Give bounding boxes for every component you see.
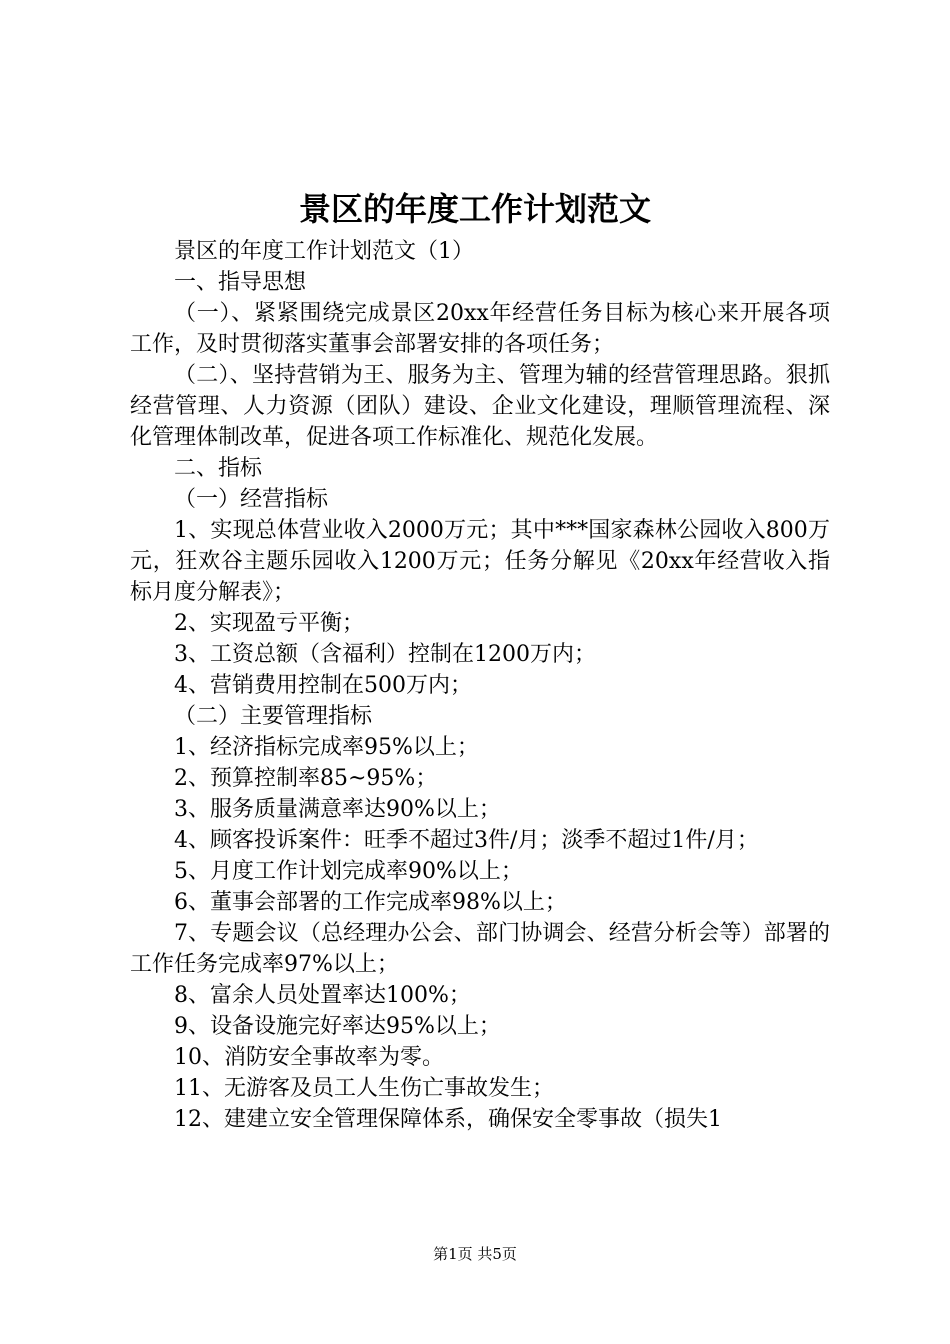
list-item: 2、实现盈亏平衡； bbox=[174, 611, 364, 636]
list-item: 1、经济指标完成率95%以上； bbox=[174, 735, 479, 760]
list-item: 8、富余人员处置率达100%； bbox=[174, 983, 471, 1008]
list-item: 11、无游客及员工人生伤亡事故发生； bbox=[174, 1076, 554, 1101]
list-item: 6、董事会部署的工作完成率98%以上； bbox=[174, 890, 567, 915]
list-item: 9、设备设施完好率达95%以上； bbox=[174, 1014, 501, 1039]
list-item: 7、专题会议（总经理办公会、部门协调会、经营分析会等）部署的工作任务完成率97%以上； bbox=[130, 921, 830, 977]
document-body bbox=[130, 236, 830, 1135]
page-footer: 第1页 共5页 bbox=[433, 1245, 517, 1263]
list-item: 4、营销费用控制在500万内； bbox=[174, 673, 472, 698]
heading-guiding-thought: 一、指导思想 bbox=[174, 270, 307, 295]
list-item: 5、月度工作计划完成率90%以上； bbox=[174, 859, 523, 884]
list-item: 2、预算控制率85~95%； bbox=[174, 766, 438, 791]
heading-indicators: 二、指标 bbox=[174, 456, 263, 481]
list-item: 1、实现总体营业收入2000万元；其中***国家森林公园收入800万元，狂欢谷主题乐园收入1200万元；任务分解见《20xx年经营收入指标月度分解表》； bbox=[130, 518, 830, 605]
list-item: 12、建建立安全管理保障体系，确保安全零事故（损失1 bbox=[174, 1107, 722, 1132]
paragraph-guiding-2: （二）、坚持营销为王、服务为主、管理为辅的经营管理思路。狠抓经营管理、人力资源（团队）建设、企业文化建设，理顺管理流程、深化管理体制改革，促进各项工作标准化、规范化发展。 bbox=[130, 363, 830, 450]
document-title: 景区的年度工作计划范文 bbox=[298, 190, 651, 228]
list-item: 10、消防安全事故率为零。 bbox=[174, 1045, 444, 1070]
list-item: 3、服务质量满意率达90%以上； bbox=[174, 797, 501, 822]
list-item: 4、顾客投诉案件：旺季不超过3件/月；淡季不超过1件/月； bbox=[174, 828, 759, 853]
paragraph-guiding-1: （一）、紧紧围绕完成景区20xx年经营任务目标为核心来开展各项工作，及时贯彻落实董事会部署安排的各项任务； bbox=[130, 301, 830, 357]
heading-business-indicators: （一）经营指标 bbox=[174, 487, 329, 512]
heading-management-indicators: （二）主要管理指标 bbox=[174, 704, 373, 729]
list-item: 3、工资总额（含福利）控制在1200万内； bbox=[174, 642, 596, 667]
paragraph-subtitle: 景区的年度工作计划范文（1） bbox=[174, 239, 474, 264]
